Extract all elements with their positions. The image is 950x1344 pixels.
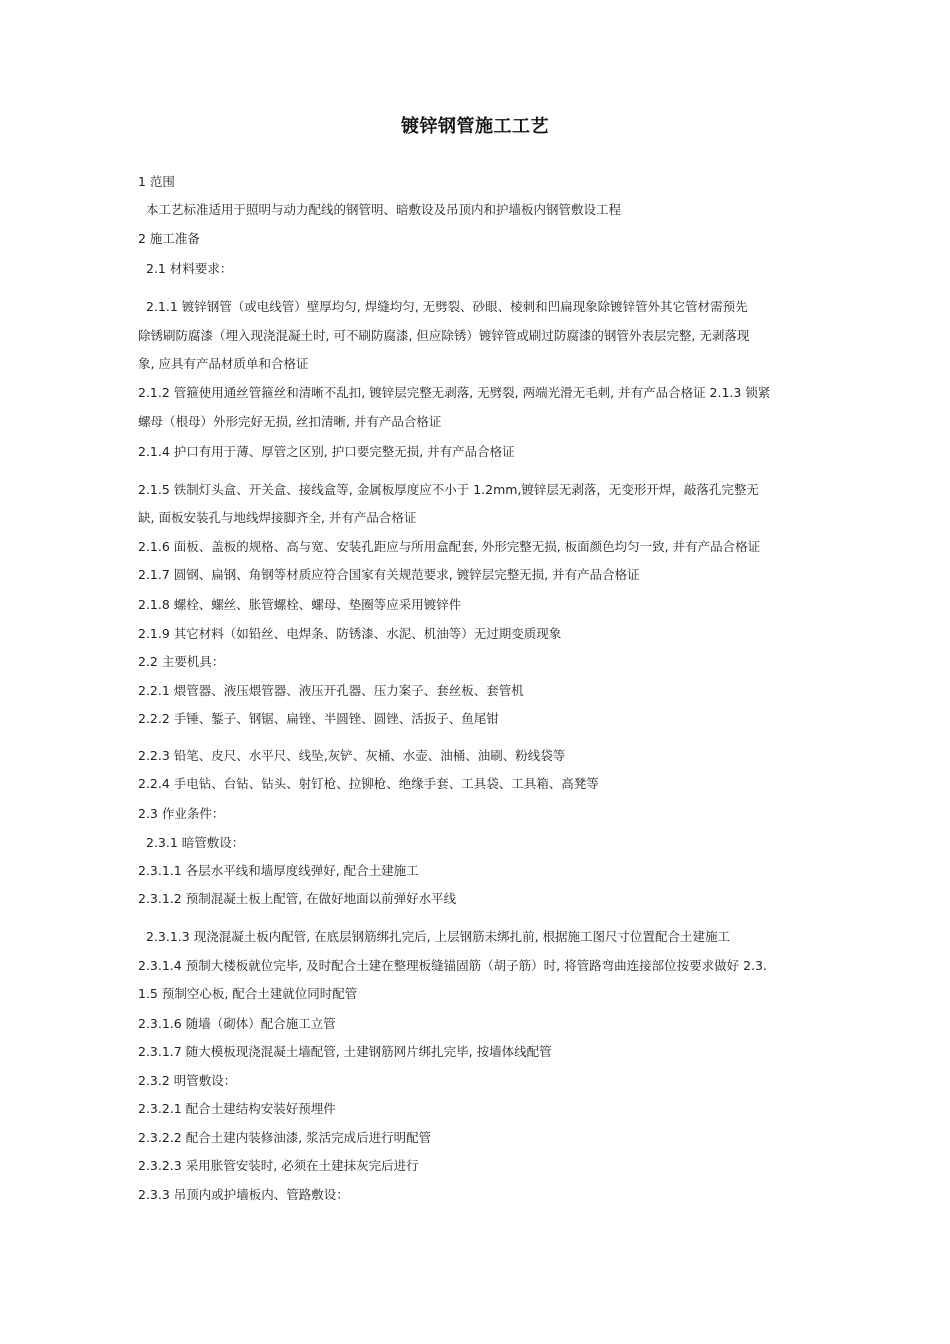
- paragraph-line: 2.3.2.3 采用胀管安装时, 必须在土建抹灰完后进行: [138, 1158, 419, 1173]
- subsection-heading: 2.3.3 吊顶内或护墙板内、管路敷设：: [138, 1187, 349, 1202]
- paragraph-line: 2.1.7 圆钢、扁钢、角钢等材质应符合国家有关规范要求, 镀锌层完整无损, 并有产品合格证: [138, 567, 640, 582]
- subsection-heading: 2.3.2 明管敷设：: [138, 1073, 237, 1088]
- paragraph-line: 2.2.4 手电钻、台钻、钻头、射钉枪、拉铆枪、绝缘手套、工具袋、工具箱、高凳等: [138, 776, 599, 791]
- paragraph-line: 2.2.3 铅笔、皮尺、水平尺、线坠,灰铲、灰桶、水壶、油桶、油刷、粉线袋等: [138, 748, 566, 763]
- paragraph-line: 2.3.1.7 随大模板现浇混凝土墙配管, 土建钢筋网片绑扎完毕, 按墙体线配管: [138, 1044, 552, 1059]
- paragraph-line: 2.1.9 其它材料（如铅丝、电焊条、防锈漆、水泥、机油等）无过期变质现象: [138, 626, 562, 641]
- document-title: 镀锌钢管施工工艺: [401, 116, 549, 137]
- paragraph-line: 象, 应具有产品材质单和合格证: [138, 356, 309, 371]
- paragraph-line: 缺, 面板安装孔与地线焊接脚齐全, 并有产品合格证: [138, 510, 417, 525]
- paragraph-line: 1.5 预制空心板, 配合土建就位同时配管: [138, 986, 358, 1001]
- paragraph-line: 2.1.4 护口有用于薄、厚管之区别, 护口要完整无损, 并有产品合格证: [138, 444, 515, 459]
- paragraph-line: 2.3.2.2 配合土建内装修油漆, 浆活完成后进行明配管: [138, 1130, 432, 1145]
- subsection-heading: 2.2 主要机具：: [138, 654, 225, 669]
- paragraph-line: 2.3.1.4 预制大楼板就位完毕, 及时配合土建在整理板缝锚固筋（胡子筋）时, 将管路弯曲连接部位按要求做好 2.3.: [138, 958, 767, 973]
- paragraph-line: 2.1.5 铁制灯头盒、开关盒、接线盒等, 金属板厚度应不小于 1.2mm,镀锌层无剥落，无变形开焊，敲落孔完整无: [138, 482, 759, 497]
- paragraph-line: 2.1.6 面板、盖板的规格、高与宽、安装孔距应与所用盒配套, 外形完整无损, 板面颜色均匀一致, 并有产品合格证: [138, 539, 761, 554]
- section-heading: 2 施工准备: [138, 231, 200, 246]
- paragraph-line: 2.1.8 螺栓、螺丝、胀管螺栓、螺母、垫圈等应采用镀锌件: [138, 597, 462, 612]
- paragraph-line: 2.2.1 煨管器、液压煨管器、液压开孔器、压力案子、套丝板、套管机: [138, 683, 524, 698]
- paragraph-line: 2.3.2.1 配合土建结构安装好预埋件: [138, 1101, 336, 1116]
- paragraph-line: 螺母（根母）外形完好无损, 丝扣清晰, 并有产品合格证: [138, 414, 442, 429]
- subsection-heading: 2.3.1 暗管敷设：: [146, 835, 245, 850]
- paragraph-line: 除锈刷防腐漆（埋入现浇混凝土时, 可不刷防腐漆, 但应除锈）镀锌管或刷过防腐漆的钢管外表层完整, 无剥落现: [138, 328, 750, 343]
- paragraph-line: 2.1.1 镀锌钢管（或电线管）壁厚均匀, 焊缝均匀, 无劈裂、砂眼、棱刺和凹扁现象除镀锌管外其它管材需预先: [146, 299, 748, 314]
- paragraph-line: 2.3.1.6 随墙（砌体）配合施工立管: [138, 1016, 336, 1031]
- paragraph-line: 2.1.2 管箍使用通丝管箍丝和清晰不乱扣, 镀锌层完整无剥落, 无劈裂, 两端光滑无毛刺, 并有产品合格证 2.1.3 锁紧: [138, 385, 771, 400]
- paragraph-line: 2.3.1.2 预制混凝土板上配管, 在做好地面以前弹好水平线: [138, 891, 457, 906]
- section-heading: 1 范围: [138, 174, 175, 189]
- paragraph-line: 2.2.2 手锤、錾子、钢锯、扁锉、半圆锉、圆锉、活扳子、鱼尾钳: [138, 711, 499, 726]
- subsection-heading: 2.3 作业条件：: [138, 806, 225, 821]
- paragraph-line: 2.3.1.1 各层水平线和墙厚度线弹好, 配合土建施工: [138, 863, 419, 878]
- paragraph-line: 2.3.1.3 现浇混凝土板内配管, 在底层钢筋绑扎完后, 上层钢筋未绑扎前, 根据施工图尺寸位置配合土建施工: [146, 929, 731, 944]
- subsection-heading: 2.1 材料要求：: [146, 261, 233, 276]
- paragraph-line: 本工艺标准适用于照明与动力配线的钢管明、暗敷设及吊顶内和护墙板内钢管敷设工程: [146, 202, 622, 217]
